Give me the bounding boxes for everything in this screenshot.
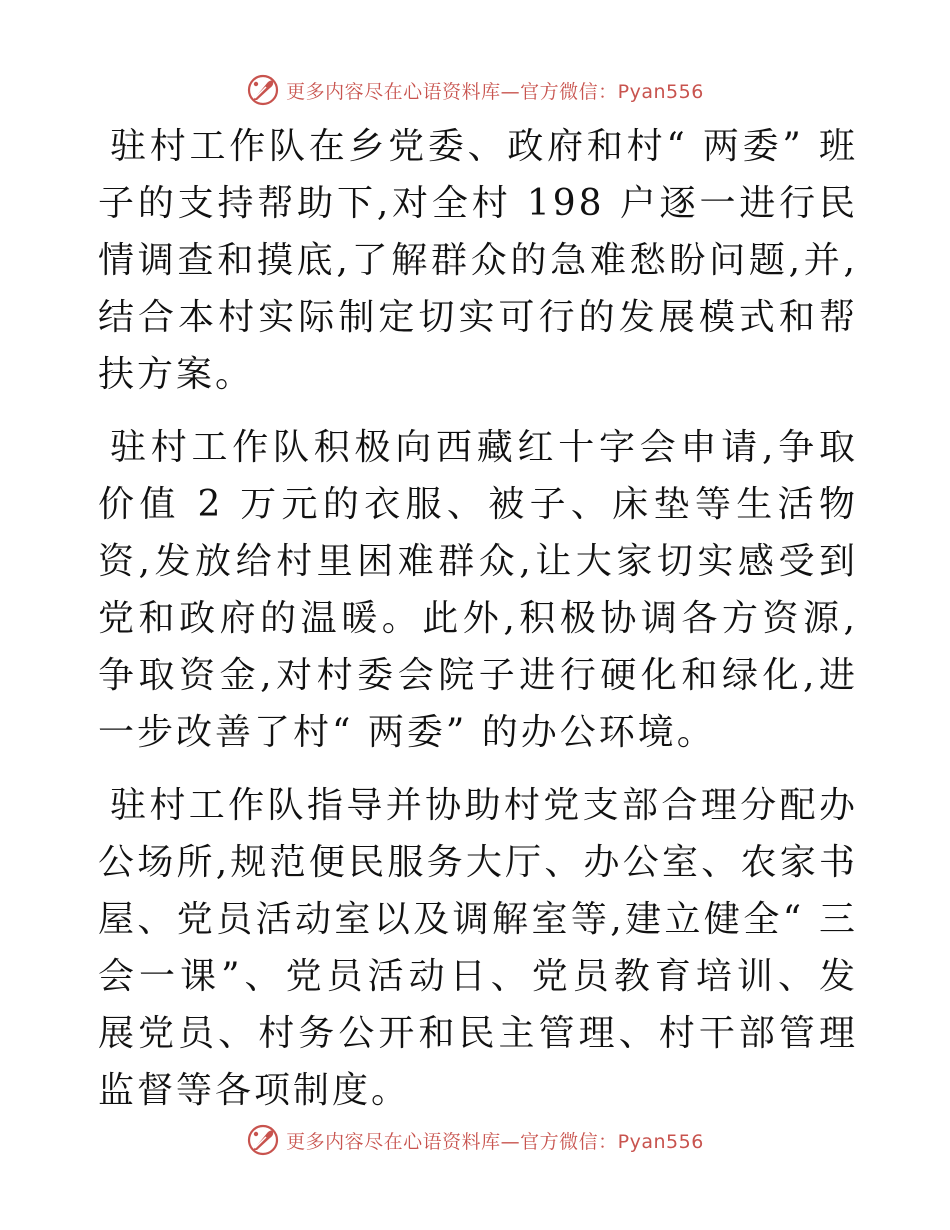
footer-banner-text: 更多内容尽在心语资料库—官方微信：Pyan556 <box>286 1130 704 1153</box>
paragraph-2: 驻村工作队积极向西藏红十字会申请,争取价值 2 万元的衣服、被子、床垫等生活物资,发放给村里困难群众,让大家切实感受到党和政府的温暖。此外,积极协调各方资源,争取资金,对村委会院子进行硬化和绿化,进一步改善了村“ 两委” 的办公环境。 <box>98 427 858 753</box>
footer-watermark-banner <box>0 1120 950 1160</box>
paragraph-1: 驻村工作队在乡党委、政府和村“ 两委” 班子的支持帮助下,对全村 198 户逐一进行民情调查和摸底,了解群众的急难愁盼问题,并,结合本村实际制定切实可行的发展模式和帮扶方案。 <box>98 126 858 395</box>
quill-pen-icon <box>246 73 280 107</box>
footer-wechat-id: Pyan556 <box>617 1130 704 1153</box>
quill-pen-icon <box>246 1123 280 1157</box>
header-banner-text: 更多内容尽在心语资料库—官方微信：Pyan556 <box>286 80 704 103</box>
header-watermark-banner <box>0 70 950 110</box>
document-body <box>98 118 858 1135</box>
header-wechat-id: Pyan556 <box>617 80 704 103</box>
paragraph-3: 驻村工作队指导并协助村党支部合理分配办公场所,规范便民服务大厅、办公室、农家书屋、党员活动室以及调解室等,建立健全“ 三会一课”、党员活动日、党员教育培训、发展党员、村务公开和民主管理、村干部管理监督等各项制度。 <box>98 785 858 1111</box>
